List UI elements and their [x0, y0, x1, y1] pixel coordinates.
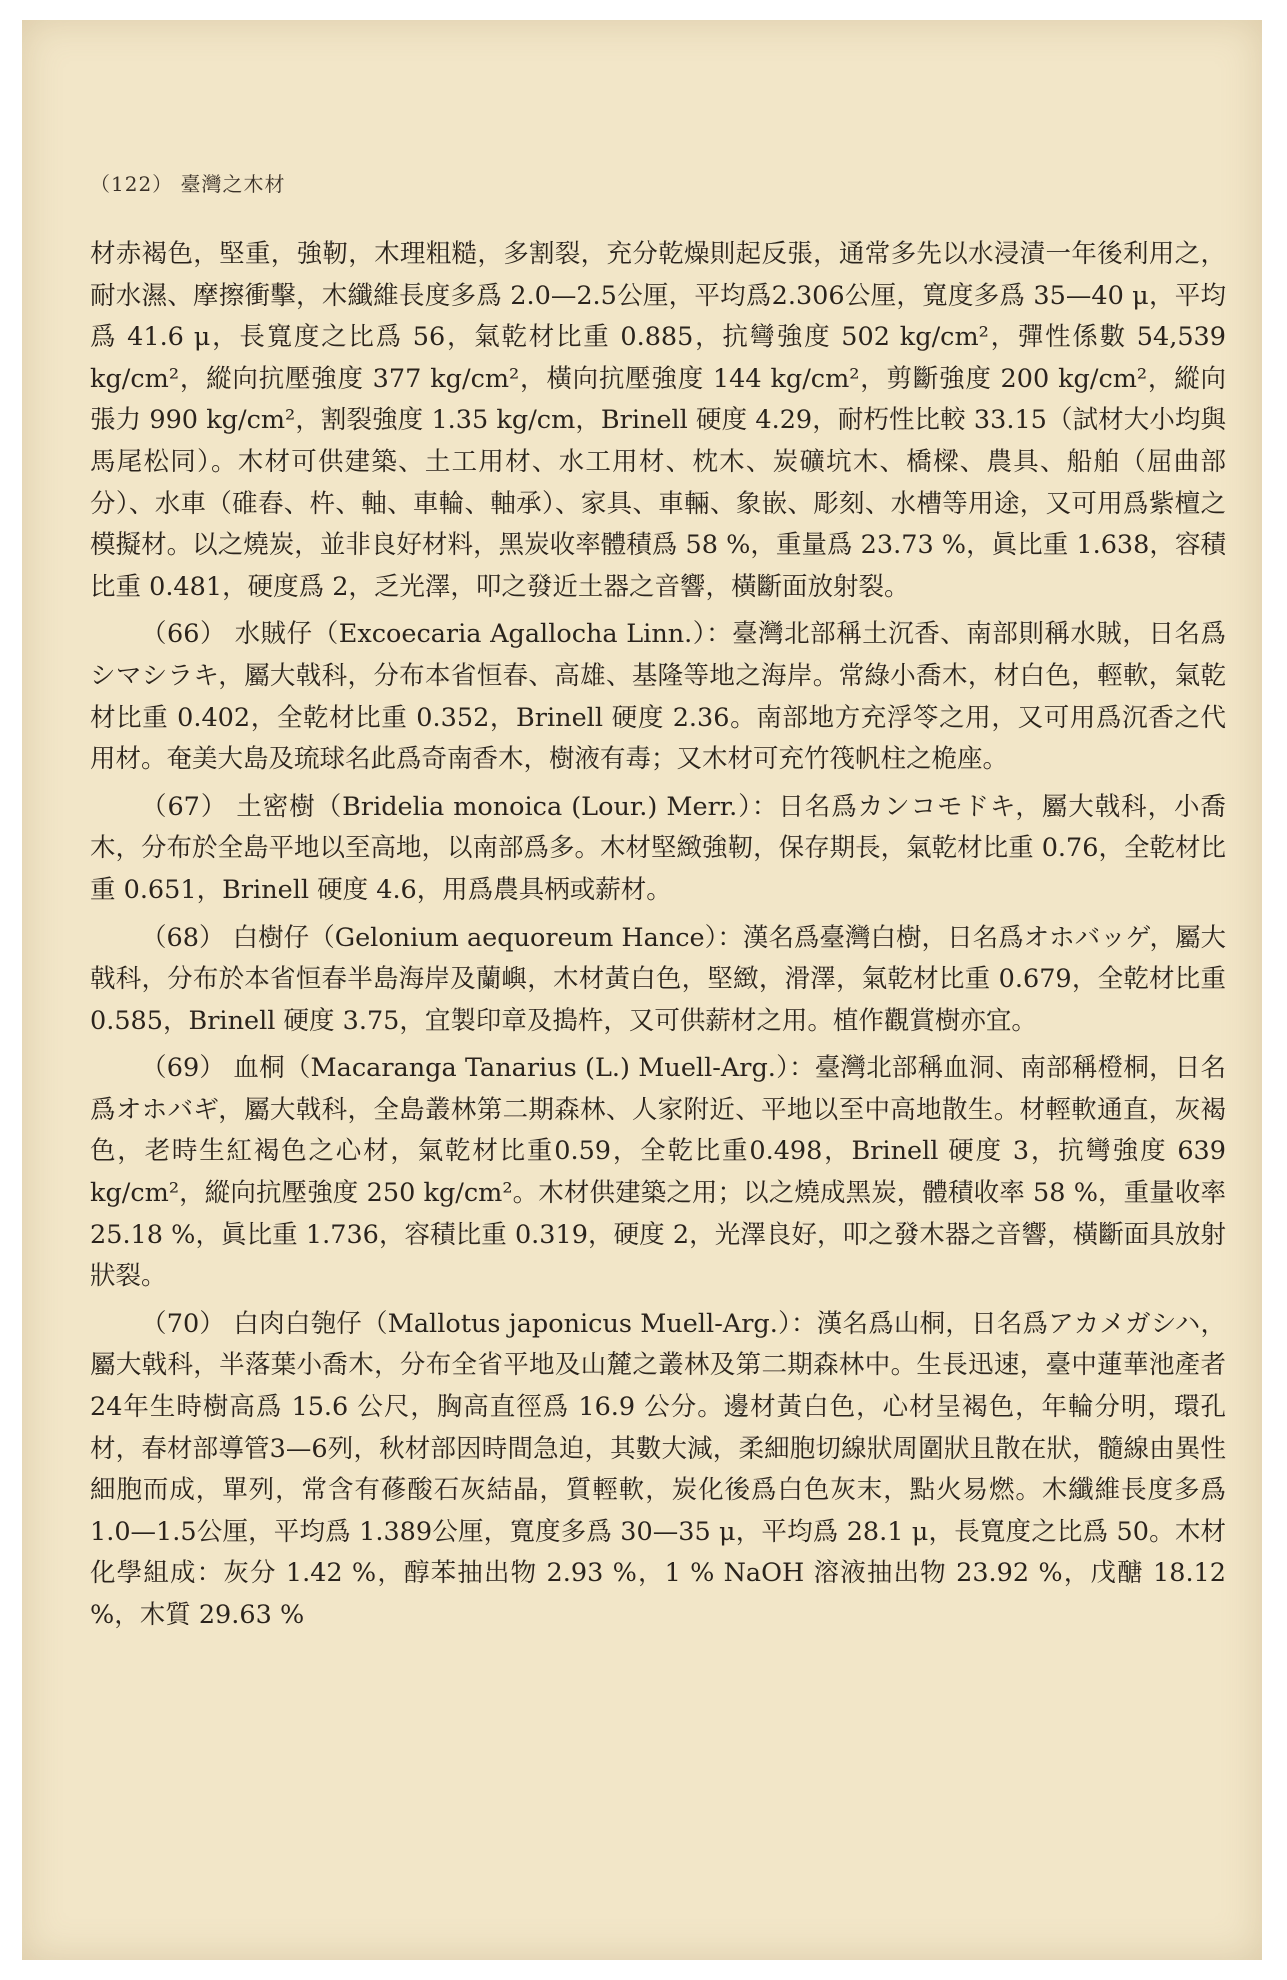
entry-66: （66） 水賊仔（Excoecaria Agallocha Linn.）：臺灣北部稱土沉香、南部則稱水賊，日名爲シマシラキ，屬大戟科，分布本省恒春、高雄、基隆等地之海岸。常綠小喬木，材白色，輕軟，氣乾材比重 0.402，全乾材比重 0.352，Brinell 硬度 2.36。南部地方充浮笭之用，又可用爲沉香之代用材。奄美大島及琉球名此爲奇南香木，樹液有毒；又木材可充竹筏帆柱之桅座。 — [90, 619, 1226, 775]
page-number: （122） — [90, 172, 174, 196]
entry-69: （69） 血桐（Macaranga Tanarius (L.) Muell-Arg.）：臺灣北部稱血洞、南部稱橙桐，日名爲オホバギ，屬大戟科，全島叢林第二期森林、人家附近、平地以至中高地散生。材輕軟通直，灰褐色，老時生紅褐色之心材，氣乾材比重0.59，全乾比重0.498，Brinell 硬度 3，抗彎強度 639 kg/cm²，縱向抗壓強度 250 kg/cm²。木材供建築之用；以之燒成黑炭，體積收率 58 %，重量收率 25.18 %，眞比重 1.736，容積比重 0.319，硬度 2，光澤良好，叩之發木器之音響，橫斷面具放射狀裂。 — [90, 1053, 1226, 1292]
paragraph-continuation: 材赤褐色，堅重，強靭，木理粗糙，多割裂，充分乾燥則起反張，通常多先以水浸漬一年後利用之，耐水濕、摩擦衝擊，木纖維長度多爲 2.0—2.5公厘，平均爲2.306公厘，寬度多爲 35—40 μ，平均爲 41.6 μ，長寬度之比爲 56，氣乾材比重 0.885，抗彎強度 502 kg/cm²，彈性係數 54,539 kg/cm²，縱向抗壓強度 377 kg/cm²，橫向抗壓強度 144 kg/cm²，剪斷強度 200 kg/cm²，縱向張力 990 kg/cm²，割裂強度 1.35 kg/cm，Brinell 硬度 4.29，耐朽性比較 33.15（試材大小均與馬尾松同）。木材可供建築、土工用材、水工用材、枕木、炭礦坑木、橋樑、農具、船舶（屈曲部分）、水車（碓舂、杵、軸、車輪、軸承）、家具、車輛、象嵌、彫刻、水槽等用途，又可用爲紫檀之模擬材。以之燒炭，並非良好材料，黑炭收率體積爲 58 %，重量爲 23.73 %，眞比重 1.638，容積比重 0.481，硬度爲 2，乏光澤，叩之發近土器之音響，橫斷面放射裂。 — [90, 239, 1226, 602]
running-header — [90, 168, 286, 197]
book-page — [22, 20, 1262, 1960]
book-title: 臺灣之木材 — [180, 172, 286, 196]
entry-70: （70） 白肉白匏仔（Mallotus japonicus Muell-Arg.）：漢名爲山桐，日名爲アカメガシハ，屬大戟科，半落葉小喬木，分布全省平地及山麓之叢林及第二期森林中。生長迅速，臺中蓮華池產者24年生時樹高爲 15.6 公尺，胸高直徑爲 16.9 公分。邊材黃白色，心材呈褐色，年輪分明，環孔材，春材部導管3—6列，秋材部因時間急迫，其數大減，柔細胞切線狀周圍狀且散在狀，髓線由異性細胞而成，單列，常含有蓚酸石灰結晶，質輕軟，炭化後爲白色灰末，點火易燃。木纖維長度多爲 1.0—1.5公厘，平均爲 1.389公厘，寬度多爲 30—35 μ，平均爲 28.1 μ，長寬度之比爲 50。木材化學組成：灰分 1.42 %，醇苯抽出物 2.93 %，1 % NaOH 溶液抽出物 23.92 %，戊醣 18.12 %，木質 29.63 % — [90, 1308, 1226, 1630]
entry-67: （67） 土密樹（Bridelia monoica (Lour.) Merr.）：日名爲カンコモドキ，屬大戟科，小喬木，分布於全島平地以至高地，以南部爲多。木材堅緻強靭，保存期長，氣乾材比重 0.76，全乾材比重 0.651，Brinell 硬度 4.6，用爲農具柄或薪材。 — [90, 791, 1226, 905]
entry-68: （68） 白樹仔（Gelonium aequoreum Hance）：漢名爲臺灣白樹，日名爲オホバッゲ，屬大戟科，分布於本省恒春半島海岸及蘭嶼，木材黃白色，堅緻，滑澤，氣乾材比重 0.679，全乾材比重 0.585，Brinell 硬度 3.75，宜製印章及搗杵，又可供薪材之用。植作觀賞樹亦宜。 — [90, 922, 1226, 1036]
body-text — [90, 234, 1226, 1637]
